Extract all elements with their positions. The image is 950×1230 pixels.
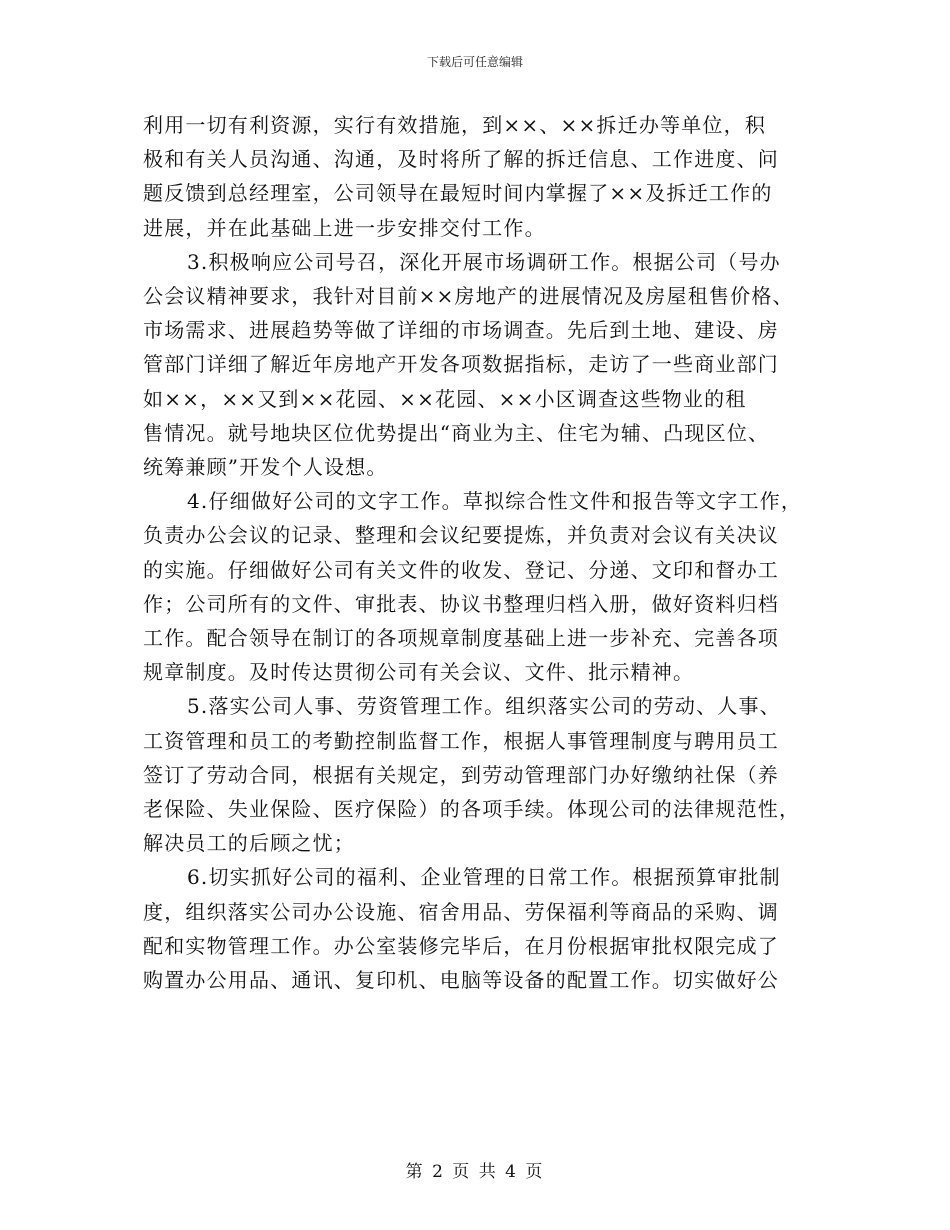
page-number: 第 2 页 共 4 页 (405, 1162, 545, 1182)
header-note: 下载后可任意编辑 (426, 55, 523, 69)
paragraph-item-3: 3.积极响应公司号召，深化开展市场调研工作。根据公司（号办 公会议精神要求，我针对目前××房地产的进展情况及房屋租售价格、 市场需求、进展趋势等做了详细的市场调查。先后到土地、建设、房 管部门详细了解近年房地产开发各项数据指标，走访了一些商业部门 如××，××又到××花园、××花园、××小区调查这些物业的租 售情况。就号地块区位优势提出“商业为主、住宅为辅、凸现区位、 统筹兼顾”开发个人设想。 (143, 249, 794, 480)
paragraph-item-4: 4.仔细做好公司的文字工作。草拟综合性文件和报告等文字工作， 负责办公会议的记录、整理和会议纪要提炼，并负责对会议有关决议 的实施。仔细做好公司有关文件的收发、登记、分递、文印和督办工 作；公司所有的文件、审批表、协议书整理归档入册，做好资料归档 工作。配合领导在制订的各项规章制度基础上进一步补充、完善各项 规章制度。及时传达贯彻公司有关会议、文件、批示精神。 (143, 489, 803, 685)
paragraph-item-5: 5.落实公司人事、劳资管理工作。组织落实公司的劳动、人事、 工资管理和员工的考勤控制监督工作，根据人事管理制度与聘用员工 签订了劳动合同，根据有关规定，到劳动管理部门办好缴纳社保（养 老保险、失业保险、医疗保险）的各项手续。体现公司的法律规范性， 解决员工的后顾之忧； (143, 694, 801, 856)
paragraph-item-6: 6.切实抓好公司的福利、企业管理的日常工作。根据预算审批制 度，组织落实公司办公设施、宿舍用品、劳保福利等商品的采购、调 配和实物管理工作。办公室装修完毕后，在月份根据审批权限完成了 购置办公用品、通讯、复印机、电脑等设备的配置工作。切实做好公 (143, 865, 781, 993)
paragraph-continuation: 利用一切有利资源，实行有效措施，到××、××拆迁办等单位，积 极和有关人员沟通、沟通，及时将所了解的拆迁信息、工作进度、问 题反馈到总经理室，公司领导在最短时间内掌握了××及拆迁工作的 进展，并在此基础上进一步安排交付工作。 (143, 113, 779, 240)
document-body (143, 108, 811, 997)
